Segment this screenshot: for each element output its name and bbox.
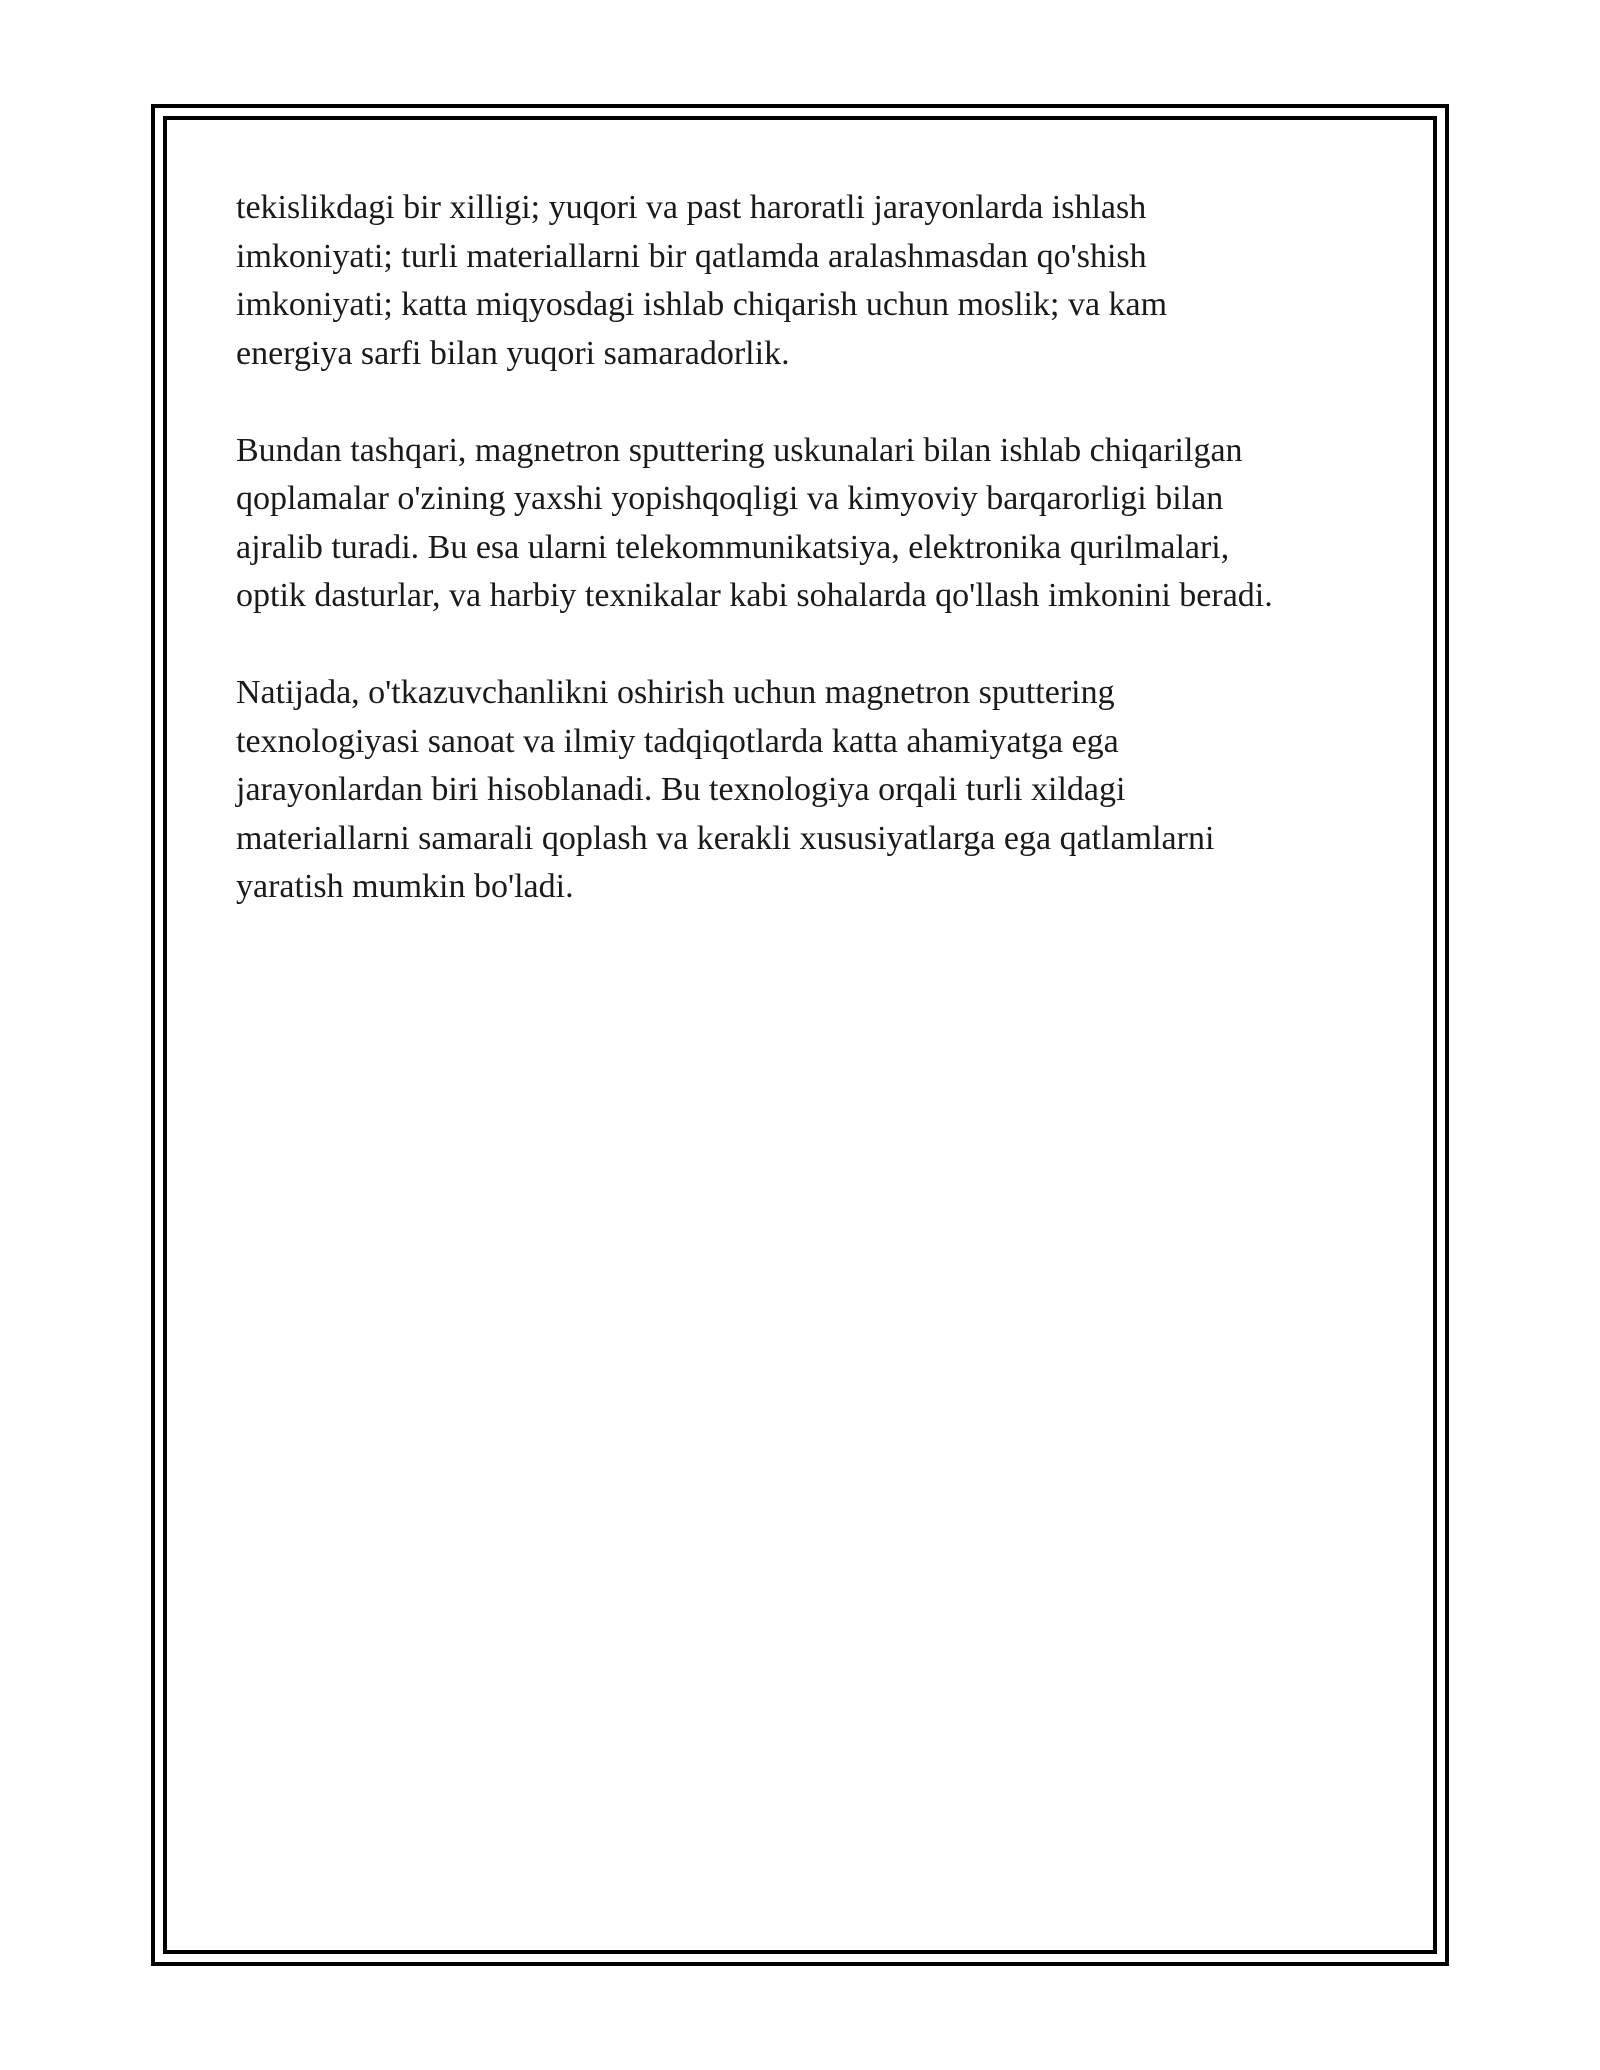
paragraph-3: Natijada, o'tkazuvchanlikni oshirish uchun magnetron sputtering texnologiyasi sanoat va ilmiy tadqiqotlarda katta ahamiyatga ega jarayonlardan biri hisoblanadi. Bu texnologiya orqali turli xildagi materiallarni samarali qoplash va kerakli xususiyatlarga ega qatlamlarni yaratish mumkin bo'ladi.	[236, 674, 1215, 905]
document-body	[236, 184, 1366, 960]
paragraph-1: tekislikdagi bir xilligi; yuqori va past haroratli jarayonlarda ishlash imkoniyati; turli materiallarni bir qatlamda aralashmasdan qo'shish imkoniyati; katta miqyosdagi ishlab chiqarish uchun moslik; va kam energiya sarfi bilan yuqori samaradorlik.	[236, 189, 1168, 372]
paragraph-2: Bundan tashqari, magnetron sputtering uskunalari bilan ishlab chiqarilgan qoplamalar o'zining yaxshi yopishqoqligi va kimyoviy barqarorligi bilan ajralib turadi. Bu esa ularni telekommunikatsiya, elektronika qurilmalari, optik dasturlar, va harbiy texnikalar kabi sohalarda qo'llash imkonini beradi.	[236, 431, 1273, 614]
